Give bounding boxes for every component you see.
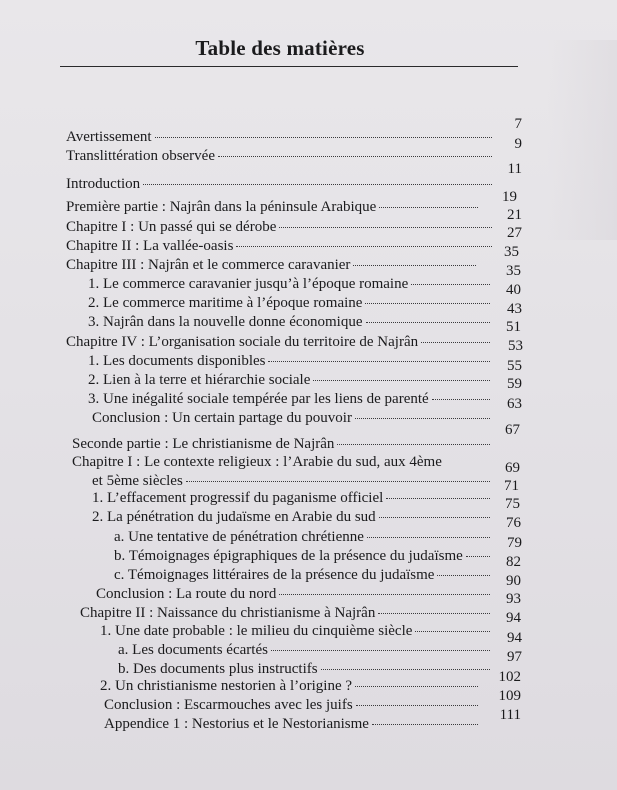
toc-entry-page: 55 — [507, 358, 522, 374]
toc-entry-label: Chapitre IV : L’organisation sociale du territoire de Najrân — [66, 334, 419, 350]
toc-entry — [88, 313, 518, 331]
dot-leader — [379, 517, 490, 518]
toc-entry — [118, 641, 518, 659]
toc-entry — [66, 147, 518, 165]
toc-entry-label: 3. Une inégalité sociale tempérée par les liens de parenté — [88, 391, 429, 407]
toc-entry-label: 1. Les documents disponibles — [88, 353, 266, 369]
toc-entry-label: Première partie : Najrân dans la péninsule Arabique — [66, 199, 377, 215]
toc-entry-label: 2. La pénétration du judaïsme en Arabie du sud — [92, 509, 376, 525]
toc-entry-label: Translittération observée — [66, 148, 215, 164]
toc-entry — [66, 198, 506, 216]
toc-entry — [104, 715, 512, 733]
dot-leader — [365, 303, 490, 304]
dot-leader — [355, 418, 490, 419]
toc-entry-page: 40 — [506, 282, 521, 298]
toc-entry — [114, 547, 518, 565]
toc-entry — [66, 333, 518, 351]
toc-entry-label: b. Témoignages épigraphiques de la présence du judaïsme — [114, 548, 463, 564]
toc-entry — [66, 237, 518, 255]
dot-leader — [271, 650, 490, 651]
toc-entry-page: 19 — [502, 189, 517, 205]
dot-leader — [366, 322, 491, 323]
toc-entry-page: 111 — [499, 707, 521, 723]
toc-entry-page: 69 — [505, 460, 520, 476]
toc-entry — [92, 409, 518, 427]
toc-entry-label: Chapitre II : Naissance du christianisme à Najrân — [80, 605, 376, 621]
page-title: Table des matières — [195, 36, 365, 60]
toc-entry-label: Conclusion : Un certain partage du pouvoir — [92, 410, 352, 426]
dot-leader — [218, 156, 492, 157]
toc-entry-page: 35 — [504, 244, 519, 260]
dot-leader — [313, 380, 490, 381]
toc-entry — [72, 435, 518, 453]
dot-leader — [379, 207, 478, 208]
toc-entry-label: 1. L’effacement progressif du paganisme officiel — [92, 490, 384, 506]
toc-entry — [92, 472, 518, 490]
toc-entry-label: Conclusion : Escarmouches avec les juifs — [104, 697, 353, 713]
toc-entry — [66, 218, 518, 236]
toc-entry-page: 109 — [498, 688, 521, 704]
toc-entry — [88, 371, 518, 389]
toc-entry — [96, 585, 518, 603]
toc-entry — [114, 566, 518, 584]
toc-entry-page: 90 — [506, 573, 521, 589]
dot-leader — [378, 613, 490, 614]
toc-entry-label: Avertissement — [66, 129, 152, 145]
toc-entry-label: 2. Le commerce maritime à l’époque romaine — [88, 295, 363, 311]
toc-entry-label: a. Une tentative de pénétration chrétienne — [114, 529, 364, 545]
toc-entry — [88, 390, 518, 408]
toc-entry-label: Chapitre I : Un passé qui se dérobe — [66, 219, 277, 235]
toc-entry — [92, 508, 518, 526]
toc-entry-page: 67 — [505, 422, 520, 438]
toc-entry-page: 51 — [506, 319, 521, 335]
dot-leader — [337, 444, 490, 445]
dot-leader — [268, 361, 490, 362]
toc-entry-page: 76 — [506, 515, 521, 531]
dot-leader — [367, 537, 490, 538]
toc-entry-page: 79 — [507, 535, 522, 551]
dot-leader — [356, 705, 478, 706]
toc-entry-page: 71 — [504, 478, 519, 494]
toc-entry-label: et 5ème siècles — [92, 473, 183, 489]
dot-leader — [155, 137, 492, 138]
toc-entry — [88, 352, 518, 370]
toc-entry-page: 21 — [507, 207, 522, 223]
toc-entry-label: Appendice 1 : Nestorius et le Nestorianisme — [104, 716, 369, 732]
toc-entry-page: 94 — [506, 610, 521, 626]
dot-leader — [386, 498, 490, 499]
toc-entry-label: Chapitre III : Najrân et le commerce caravanier — [66, 257, 351, 273]
toc-entry — [100, 677, 512, 695]
toc-entry — [80, 604, 518, 622]
toc-entry-page: 53 — [508, 338, 523, 354]
toc-entry-page: 11 — [507, 161, 522, 177]
toc-entry-page: 35 — [506, 263, 521, 279]
toc-entry — [66, 128, 518, 146]
toc-entry — [104, 696, 512, 714]
toc-entry — [66, 256, 506, 274]
dot-leader — [143, 184, 492, 185]
toc-entry-page: 97 — [507, 649, 522, 665]
toc-entry-page: 43 — [507, 301, 522, 317]
toc-entry-label: Chapitre I : Le contexte religieux : l’Arabie du sud, aux 4ème — [72, 454, 442, 470]
toc-entry — [100, 622, 518, 640]
toc-entry-label: 1. Une date probable : le milieu du cinquième siècle — [100, 623, 413, 639]
toc-entry — [92, 489, 518, 507]
toc-entry-page: 7 — [514, 116, 522, 132]
toc-entry-label: a. Les documents écartés — [118, 642, 268, 658]
dot-leader — [279, 227, 492, 228]
toc-entry-label: 2. Lien à la terre et hiérarchie sociale — [88, 372, 311, 388]
toc-entry-page: 75 — [505, 496, 520, 512]
dot-leader — [353, 265, 476, 266]
toc-entry-label: 3. Najrân dans la nouvelle donne économique — [88, 314, 363, 330]
toc-entry-label: Conclusion : La route du nord — [96, 586, 277, 602]
dot-leader — [355, 686, 478, 687]
toc-entry — [88, 275, 518, 293]
toc-entry-label: 2. Un christianisme nestorien à l’origine ? — [100, 678, 353, 694]
dot-leader — [372, 724, 478, 725]
toc-entry-label: Seconde partie : Le christianisme de Najrân — [72, 436, 335, 452]
dot-leader — [415, 631, 490, 632]
toc-entry-page: 94 — [507, 630, 522, 646]
toc-entry-label: c. Témoignages littéraires de la présence du judaïsme — [114, 567, 435, 583]
toc-entry — [114, 528, 518, 546]
toc-entry-page: 102 — [498, 669, 521, 685]
toc-entry-label: b. Des documents plus instructifs — [118, 661, 318, 677]
toc-entry-label: Introduction — [66, 176, 141, 192]
dot-leader — [279, 594, 490, 595]
toc-entry-page: 82 — [506, 554, 521, 570]
toc-entry-label: Chapitre II : La vallée-oasis — [66, 238, 234, 254]
dot-leader — [411, 284, 490, 285]
toc-entry-page: 27 — [507, 225, 522, 241]
toc-entry-page: 93 — [506, 591, 521, 607]
toc-entry — [118, 660, 518, 678]
toc-entry — [88, 294, 518, 312]
dot-leader — [421, 342, 490, 343]
toc-entry-page: 9 — [514, 136, 522, 152]
toc-entry-page: 59 — [507, 376, 522, 392]
dot-leader — [236, 246, 492, 247]
toc-entry-page: 63 — [507, 396, 522, 412]
dot-leader — [321, 669, 490, 670]
dot-leader — [186, 481, 490, 482]
toc-entry-label: 1. Le commerce caravanier jusqu’à l’époque romaine — [88, 276, 409, 292]
toc-entry — [66, 175, 518, 193]
